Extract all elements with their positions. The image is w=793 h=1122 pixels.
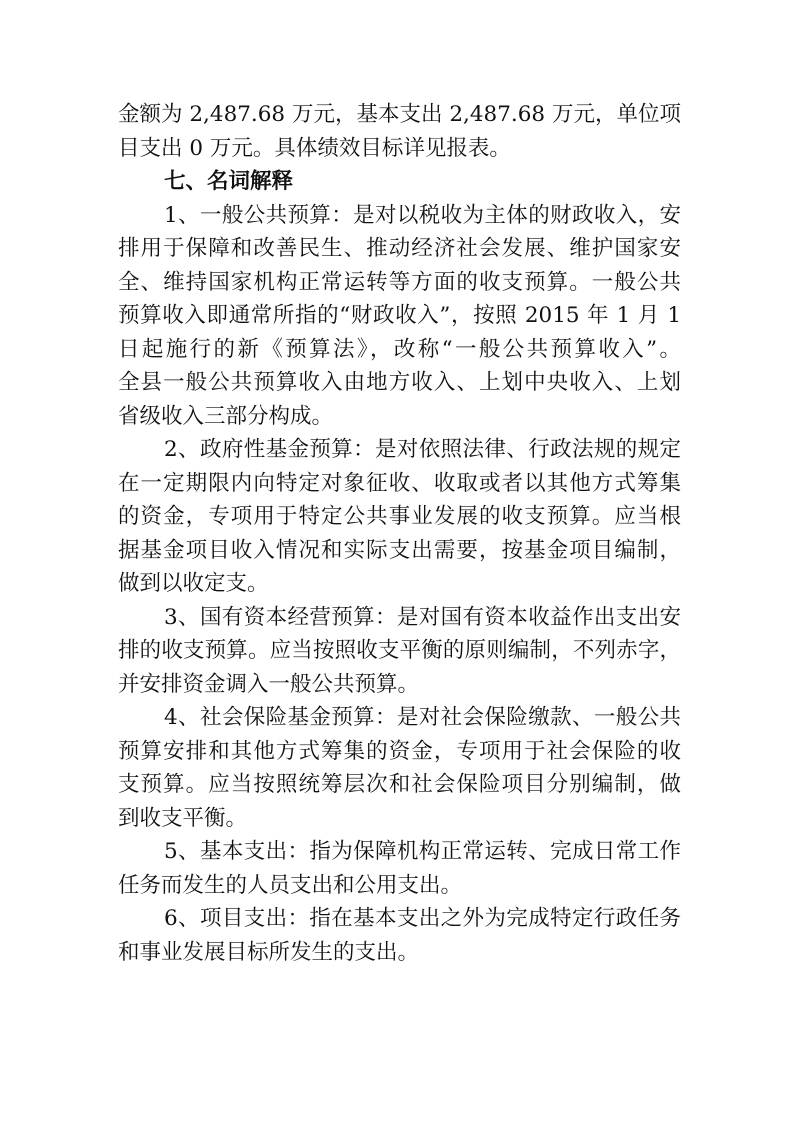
section-heading: 七、名词解释 [164, 169, 294, 194]
text-line: 任务而发生的人员支出和公用支出。 [118, 872, 463, 898]
text-line: 4、社会保险基金预算：是对社会保险缴款、一般公共 [164, 705, 681, 730]
text-line: 做到以收定支。 [118, 571, 269, 596]
text-line: 金额为 2,487.68 万元，基本支出 2,487.68 万元，单位项 [118, 102, 681, 127]
text-line: 全、维持国家机构正常运转等方面的收支预算。一般公共 [118, 269, 681, 295]
text-line: 全县一般公共预算收入由地方收入、上划中央收入、上划 [118, 370, 681, 395]
text-line: 支预算。应当按照统筹层次和社会保险项目分别编制，做 [118, 772, 681, 797]
text-line: 据基金项目收入情况和实际支出需要，按基金项目编制， [118, 537, 681, 563]
document-body [118, 98, 681, 969]
text-line: 排的收支预算。应当按照收支平衡的原则编制，不列赤字， [118, 638, 681, 663]
text-line: 和事业发展目标所发生的支出。 [118, 939, 420, 965]
text-line: 预算收入即通常所指的“财政收入”，按照 2015 年 1 月 1 [118, 303, 681, 328]
text-line: 5、基本支出：指为保障机构正常运转、完成日常工作 [164, 839, 681, 864]
text-line: 在一定期限内向特定对象征收、收取或者以其他方式筹集 [118, 470, 681, 496]
text-line: 预算安排和其他方式筹集的资金，专项用于社会保险的收 [118, 738, 681, 764]
text-line: 目支出 0 万元。具体绩效目标详见报表。 [118, 135, 511, 161]
text-line: 并安排资金调入一般公共预算。 [118, 671, 420, 697]
text-line: 3、国有资本经营预算：是对国有资本收益作出支出安 [164, 604, 681, 630]
text-line: 的资金，专项用于特定公共事业发展的收支预算。应当根 [118, 504, 681, 529]
text-line: 6、项目支出：指在基本支出之外为完成特定行政任务 [164, 906, 681, 931]
text-line: 1、一般公共预算：是对以税收为主体的财政收入，安 [164, 202, 681, 228]
text-line: 省级收入三部分构成。 [118, 403, 334, 429]
text-line: 日起施行的新《预算法》，改称“一般公共预算收入”。 [118, 336, 681, 362]
text-line: 排用于保障和改善民生、推动经济社会发展、维护国家安 [118, 236, 681, 261]
text-line: 2、政府性基金预算：是对依照法律、行政法规的规定 [164, 437, 681, 462]
text-line: 到收支平衡。 [118, 805, 248, 831]
